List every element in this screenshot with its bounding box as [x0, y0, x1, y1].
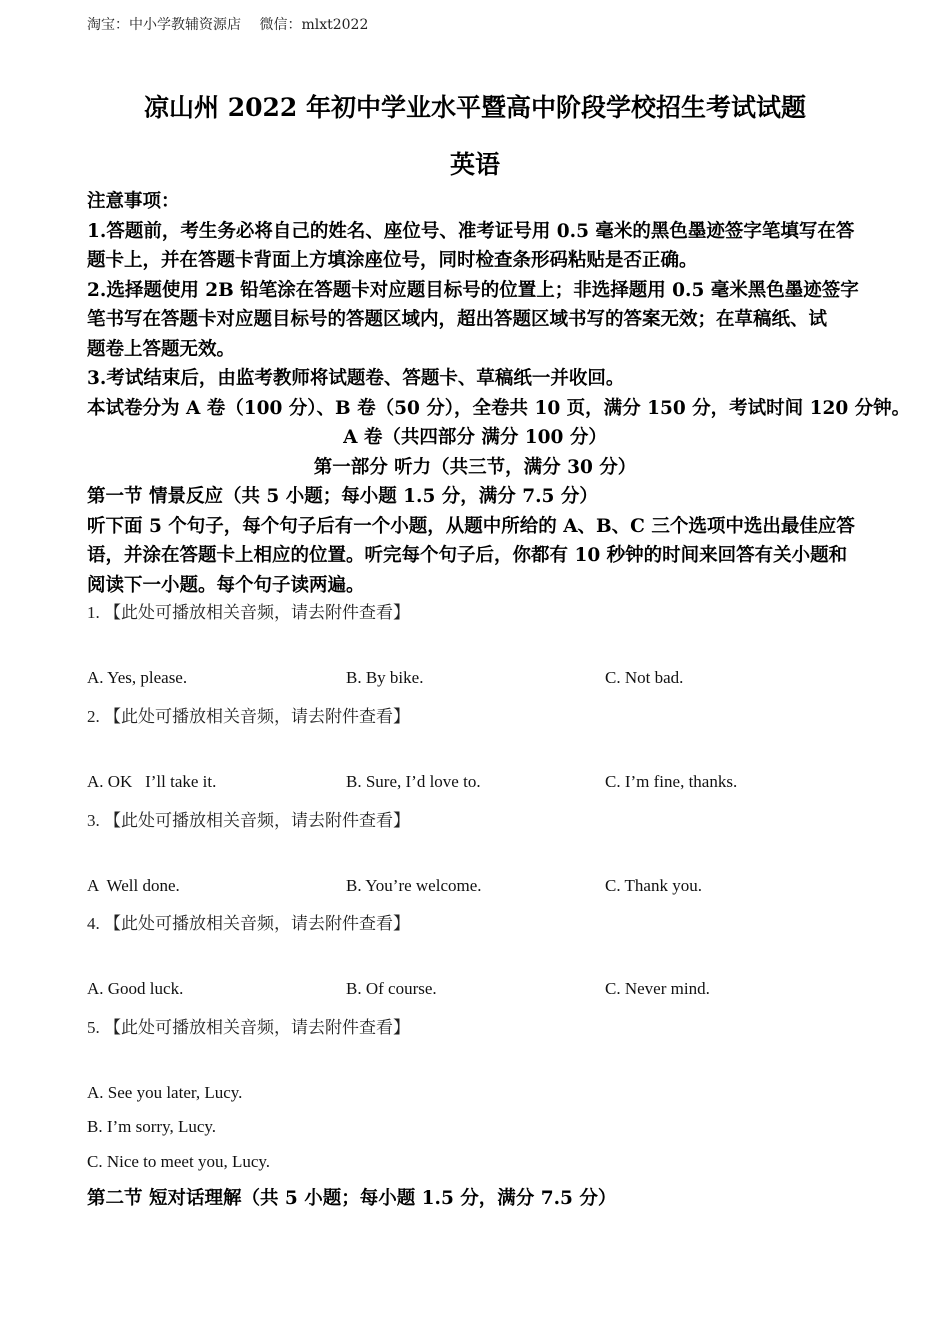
- section1-instruction: 阅读下一小题。每个句子读两遍。: [87, 574, 365, 596]
- subject-title: 英语: [449, 150, 500, 179]
- option-2c: C. I’m fine, thanks.: [605, 772, 738, 791]
- question-prompt-5: 5. 【此处可播放相关音频，请去附件查看】: [87, 1018, 410, 1037]
- paper-a-heading: A 卷（共四部分 满分 100 分）: [343, 427, 607, 448]
- option-5b: B. I’m sorry, Lucy.: [87, 1117, 217, 1136]
- shop-label: 淘宝：中小学教辅资源店: [87, 17, 241, 33]
- option-4b: B. Of course.: [346, 979, 437, 998]
- option-3c: C. Thank you.: [605, 876, 702, 895]
- wechat-label: 微信：mlxt2022: [259, 17, 369, 33]
- option-2b: B. Sure, I’d love to.: [346, 772, 481, 791]
- section1-instruction: 语，并涂在答题卡上相应的位置。听完每个句子后，你都有 10 秒钟的时间来回答有关小题和: [87, 545, 848, 566]
- section2-heading: 第二节 短对话理解（共 5 小题；每小题 1.5 分，满分 7.5 分）: [87, 1188, 617, 1209]
- option-2a: A. OK I’ll take it.: [87, 772, 217, 791]
- notes-block: [87, 187, 911, 600]
- option-4c: C. Never mind.: [605, 979, 710, 998]
- option-3a: A Well done.: [87, 876, 180, 895]
- notes-line: 笔书写在答题卡对应题目标号的答题区域内，超出答题区域书写的答案无效；在草稿纸、试: [87, 309, 828, 330]
- notes-heading: 注意事项：: [87, 191, 180, 212]
- notes-line: 题卷上答题无效。: [87, 338, 236, 360]
- notes-line: 题卡上，并在答题卡背面上方填涂座位号，同时检查条形码粘贴是否正确。: [87, 250, 698, 271]
- option-1a: A. Yes, please.: [87, 668, 188, 687]
- option-5c: C. Nice to meet you, Lucy.: [87, 1152, 271, 1171]
- question-prompt-3: 3. 【此处可播放相关音频，请去附件查看】: [87, 811, 410, 830]
- page-header: [87, 14, 368, 34]
- section1-heading: 第一节 情景反应（共 5 小题；每小题 1.5 分，满分 7.5 分）: [87, 486, 598, 507]
- notes-line: 1.答题前，考生务必将自己的姓名、座位号、准考证号用 0.5 毫米的黑色墨迹签字笔填写在答: [87, 220, 855, 242]
- option-1b: B. By bike.: [346, 668, 424, 687]
- section1-instruction: 听下面 5 个句子，每个句子后有一个小题，从题中所给的 A、B、C 三个选项中选出最佳应答: [87, 515, 855, 537]
- notes-line: 2.选择题使用 2B 铅笔涂在答题卡对应题目标号的位置上；非选择题用 0.5 毫米黑色墨迹签字: [87, 279, 859, 301]
- question-prompt-1: 1. 【此处可播放相关音频，请去附件查看】: [87, 603, 410, 622]
- question-prompt-4: 4. 【此处可播放相关音频，请去附件查看】: [87, 914, 410, 933]
- exam-title: 凉山州 2022 年初中学业水平暨高中阶段学校招生考试试题: [144, 93, 806, 122]
- part1-heading: 第一部分 听力（共三节，满分 30 分）: [313, 456, 637, 478]
- option-3b: B. You’re welcome.: [346, 876, 482, 895]
- option-5a: A. See you later, Lucy.: [87, 1083, 243, 1102]
- notes-line: 3.考试结束后，由监考教师将试题卷、答题卡、草稿纸一并收回。: [87, 368, 625, 389]
- question-prompt-2: 2. 【此处可播放相关音频，请去附件查看】: [87, 707, 410, 726]
- notes-line: 本试卷分为 A 卷（100 分）、B 卷（50 分），全卷共 10 页，满分 150 分，考试时间 120 分钟。: [87, 397, 911, 419]
- option-1c: C. Not bad.: [605, 668, 684, 687]
- option-4a: A. Good luck.: [87, 979, 184, 998]
